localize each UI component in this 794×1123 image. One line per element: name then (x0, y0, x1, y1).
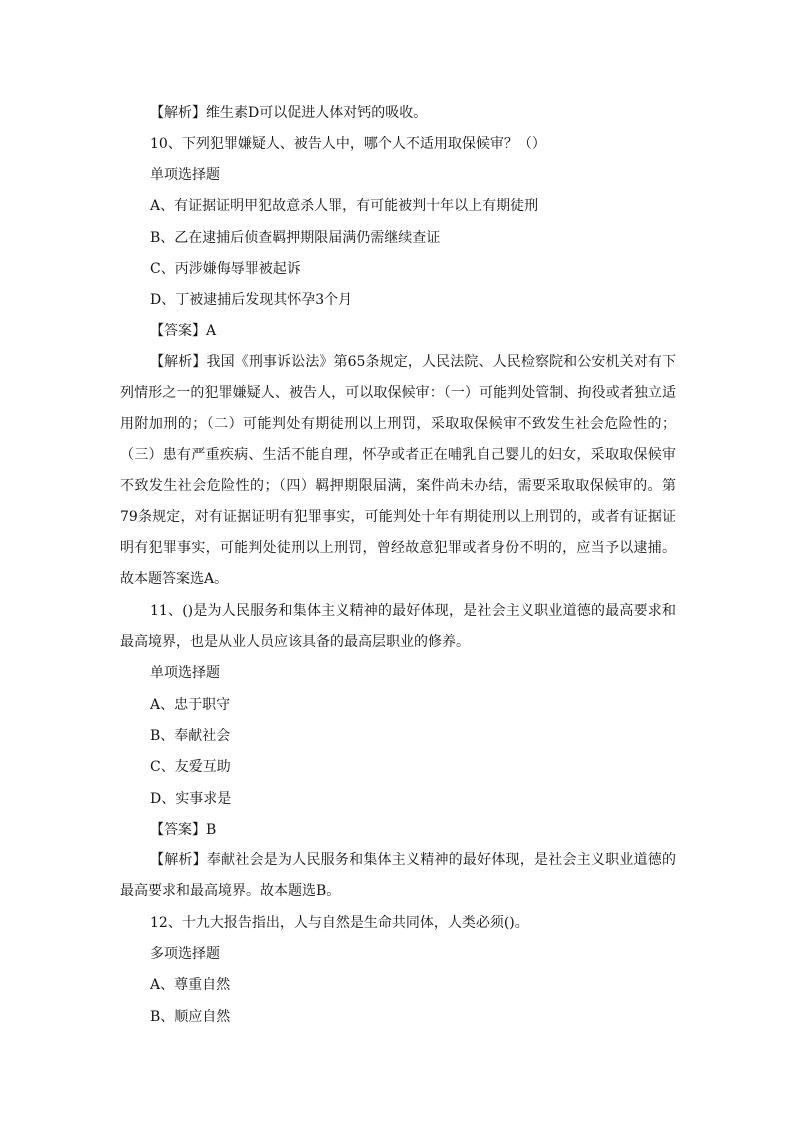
q10-option-d: D、丁被逮捕后发现其怀孕3个月 (150, 292, 353, 308)
q12-option-b: B、顺应自然 (150, 1009, 231, 1025)
q10-option-a: A、有证据证明甲犯故意杀人罪，有可能被判十年以上有期徒刑 (150, 198, 539, 214)
q12-option-a: A、尊重自然 (150, 977, 231, 993)
q11-option-c: C、友爱互助 (150, 759, 231, 775)
q11-explanation: 【解析】奉献社会是为人民服务和集体主义精神的最好体现，是社会主义职业道德的最高要求和最高境界。故本题选B。 (120, 852, 676, 899)
q11-option-b: B、奉献社会 (150, 728, 231, 744)
q10-explanation: 【解析】我国《刑事诉讼法》第65条规定，人民法院、人民检察院和公安机关对有下列情形之一的犯罪嫌疑人、被告人，可以取保候审：（一）可能判处管制、拘役或者独立适用附加刑的；（二）可能判处有期徒刑以上刑罚，采取取保候审不致发生社会危险性的；（三）患有严重疾病、生活不能自理，怀孕或者正在哺乳自己婴儿的妇女，采取取保候审不致发生社会危险性的；（四）羁押期限届满，案件尚未办结，需要采取取保候审的。第79条规定，对有证据证明有犯罪事实，可能判处十年有期徒刑以上刑罚的，或者有证据证明有犯罪事实，可能判处徒刑以上刑罚，曾经故意犯罪或者身份不明的，应当予以逮捕。故本题答案选A。 (120, 354, 676, 587)
q10-type: 单项选择题 (150, 167, 220, 183)
q9-explanation: 【解析】维生素D可以促进人体对钙的吸收。 (150, 105, 428, 121)
q11-type: 单项选择题 (150, 665, 220, 681)
q12-question: 12、十九大报告指出，人与自然是生命共同体，人类必须()。 (150, 915, 529, 931)
q12-type: 多项选择题 (150, 946, 220, 962)
q10-option-b: B、乙在逮捕后侦查羁押期限届满仍需继续查证 (150, 230, 441, 246)
q11-question: 11、()是为人民服务和集体主义精神的最好体现，是社会主义职业道德的最高要求和最高境界，也是从业人员应该具备的最高层职业的修养。 (120, 603, 676, 650)
q11-option-a: A、忠于职守 (150, 697, 231, 713)
q11-answer: 【答案】B (150, 822, 217, 838)
q10-question: 10、下列犯罪嫌疑人、被告人中，哪个人不适用取保候审？（） (150, 136, 546, 152)
q10-option-c: C、丙涉嫌侮辱罪被起诉 (150, 261, 301, 277)
q11-option-d: D、实事求是 (150, 791, 232, 807)
q10-answer: 【答案】A (150, 323, 217, 339)
